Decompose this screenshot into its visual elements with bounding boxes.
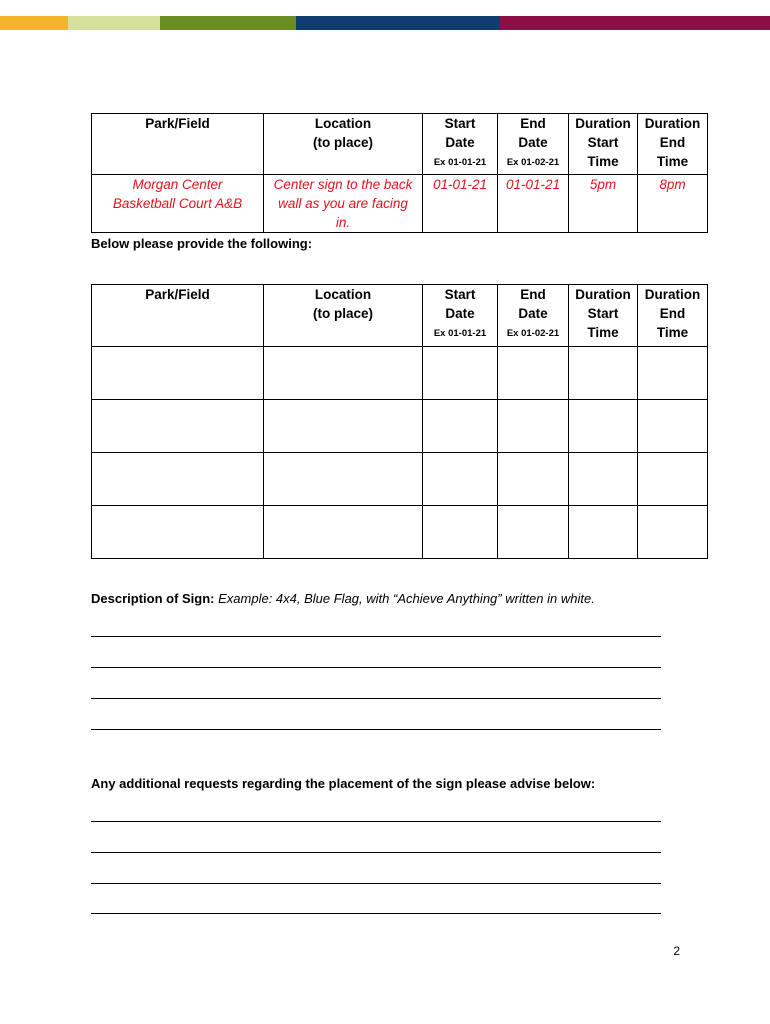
entry-row <box>92 347 708 400</box>
example-duration-start: 5pm <box>569 175 638 233</box>
park-field-input[interactable] <box>92 400 264 453</box>
description-line[interactable] <box>91 698 661 699</box>
provide-label: Below please provide the following: <box>91 236 313 251</box>
page-number: 2 <box>673 944 680 958</box>
park-field-input[interactable] <box>92 506 264 559</box>
description-line[interactable] <box>91 729 661 730</box>
example-duration-end: 8pm <box>638 175 708 233</box>
description-example: Example: 4x4, Blue Flag, with “Achieve Anything” written in white. <box>218 591 595 606</box>
header-duration-end: Duration End Time <box>638 285 708 347</box>
header-location: Location (to place) <box>264 114 423 175</box>
end-date-input[interactable] <box>498 347 569 400</box>
start-date-input[interactable] <box>423 506 498 559</box>
example-park: Morgan Center Basketball Court A&B <box>92 175 264 233</box>
header-end-date: End Date Ex 01-02-21 <box>498 114 569 175</box>
duration-end-input[interactable] <box>638 453 708 506</box>
header-duration-start: Duration Start Time <box>569 114 638 175</box>
park-field-input[interactable] <box>92 453 264 506</box>
location-input[interactable] <box>264 400 423 453</box>
entry-row <box>92 453 708 506</box>
location-input[interactable] <box>264 347 423 400</box>
header-row <box>92 285 708 347</box>
color-bar-segment <box>0 16 68 30</box>
start-date-input[interactable] <box>423 453 498 506</box>
location-input[interactable] <box>264 506 423 559</box>
color-bar-segment <box>296 16 500 30</box>
header-park: Park/Field <box>92 285 264 347</box>
entry-row <box>92 400 708 453</box>
additional-requests-label: Any additional requests regarding the placement of the sign please advise below: <box>91 776 596 791</box>
additional-line[interactable] <box>91 913 661 914</box>
end-date-input[interactable] <box>498 453 569 506</box>
color-bar-segment <box>160 16 296 30</box>
park-field-input[interactable] <box>92 347 264 400</box>
example-location: Center sign to the back wall as you are facing in. <box>264 175 423 233</box>
duration-start-input[interactable] <box>569 347 638 400</box>
description-label: Description of Sign: <box>91 591 215 606</box>
color-bar-segment <box>68 16 160 30</box>
duration-start-input[interactable] <box>569 400 638 453</box>
additional-line[interactable] <box>91 883 661 884</box>
header-row <box>92 114 708 175</box>
start-date-input[interactable] <box>423 347 498 400</box>
duration-start-input[interactable] <box>569 506 638 559</box>
start-date-input[interactable] <box>423 400 498 453</box>
header-end-date: End Date Ex 01-02-21 <box>498 285 569 347</box>
header-duration-start: Duration Start Time <box>569 285 638 347</box>
duration-end-input[interactable] <box>638 347 708 400</box>
example-end-date: 01-01-21 <box>498 175 569 233</box>
color-bar-segment <box>500 16 770 30</box>
description-line[interactable] <box>91 667 661 668</box>
location-input[interactable] <box>264 453 423 506</box>
example-start-date: 01-01-21 <box>423 175 498 233</box>
additional-line[interactable] <box>91 821 661 822</box>
end-date-input[interactable] <box>498 506 569 559</box>
header-duration-end: Duration End Time <box>638 114 708 175</box>
header-park: Park/Field <box>92 114 264 175</box>
description-line[interactable] <box>91 636 661 637</box>
duration-end-input[interactable] <box>638 400 708 453</box>
description-of-sign <box>91 591 595 606</box>
end-date-input[interactable] <box>498 400 569 453</box>
duration-end-input[interactable] <box>638 506 708 559</box>
additional-line[interactable] <box>91 852 661 853</box>
example-row <box>92 175 708 233</box>
example-table <box>91 113 708 233</box>
entry-table <box>91 284 708 559</box>
header-location: Location (to place) <box>264 285 423 347</box>
duration-start-input[interactable] <box>569 453 638 506</box>
header-start-date: Start Date Ex 01-01-21 <box>423 114 498 175</box>
entry-row <box>92 506 708 559</box>
header-start-date: Start Date Ex 01-01-21 <box>423 285 498 347</box>
